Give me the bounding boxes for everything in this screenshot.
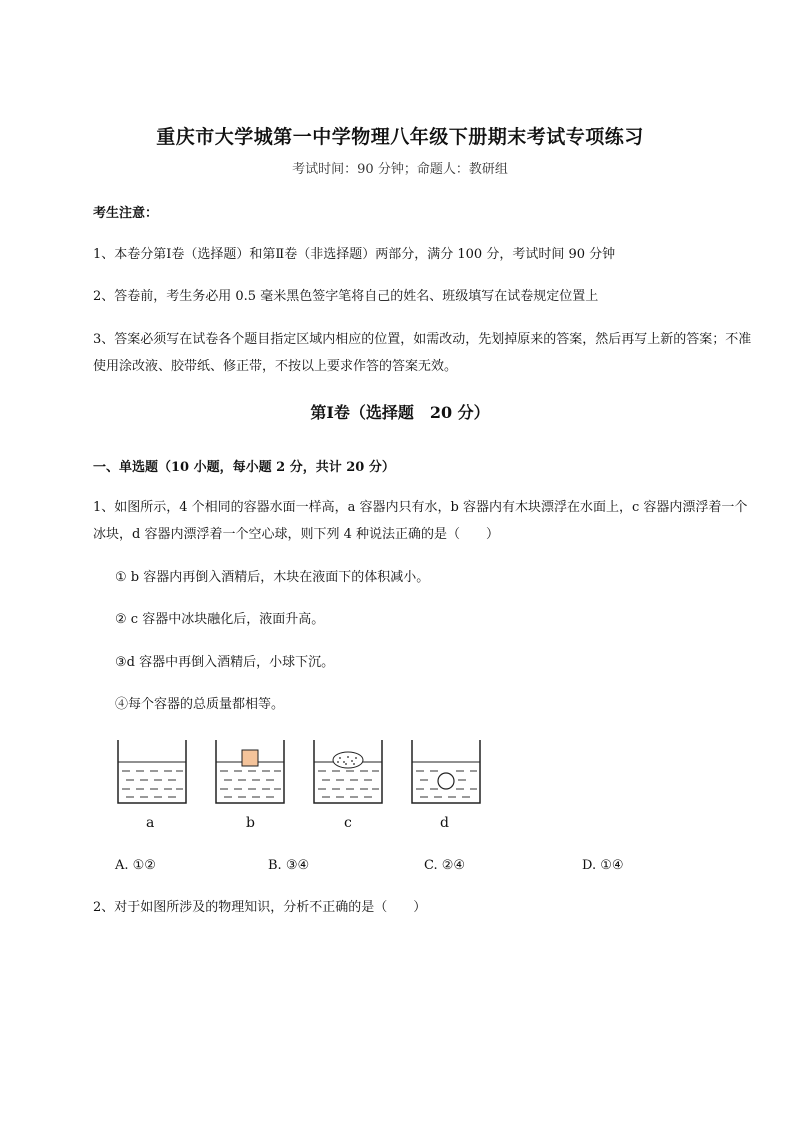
exam-subtitle: 考试时间：90 分钟；命题人：教研组 [292,162,508,177]
figure-label-c: c [344,815,352,831]
note-item: 2、答卷前，考生务必用 0.5 毫米黑色签字笔将自己的姓名、班级填写在试卷规定位置上 [93,289,599,304]
wood-block-icon [242,750,258,766]
part-heading: 一、单选题（10 小题，每小题 2 分，共计 20 分） [93,460,395,475]
ice-block-icon [333,752,363,768]
exam-title: 重庆市大学城第一中学物理八年级下册期末考试专项练习 [156,126,644,148]
section-title: 第Ⅰ卷（选择题 20 分） [310,403,490,422]
question-2-stem: 2、对于如图所涉及的物理知识，分析不正确的是（ ） [93,900,427,915]
hollow-ball-icon [438,773,454,789]
question-1-statement: ① b 容器内再倒入酒精后，木块在液面下的体积减小。 [115,570,430,585]
question-1-statement: ④每个容器的总质量都相等。 [115,697,285,712]
figure-label-a: a [146,815,155,831]
figure-label-b: b [246,815,255,831]
option-a[interactable]: A. ①② [115,858,156,873]
question-1-statement: ③d 容器中再倒入酒精后，小球下沉。 [115,655,335,670]
question-1-statement: ② c 容器中冰块融化后，液面升高。 [115,612,325,627]
option-b[interactable]: B. ③④ [268,858,310,873]
question-1-stem: 1、如图所示，4 个相同的容器水面一样高，a 容器内只有水，b 容器内有木块漂浮在水面上，c 容器内漂浮着一个冰块，d 容器内漂浮着一个空心球，则下列 4 种说法正确的是（ ） [93,500,748,542]
option-c[interactable]: C. ②④ [424,858,466,873]
note-item: 1、本卷分第Ⅰ卷（选择题）和第Ⅱ卷（非选择题）两部分，满分 100 分，考试时间 90 分钟 [93,247,616,262]
notes-heading: 考生注意： [93,206,159,221]
option-d[interactable]: D. ①④ [582,858,624,873]
containers-figure [110,735,500,835]
container-d [412,740,480,803]
figure-label-d: d [440,815,449,831]
container-b [216,740,284,803]
container-a [118,740,186,803]
note-item: 3、答案必须写在试卷各个题目指定区域内相应的位置，如需改动，先划掉原来的答案，然后再写上新的答案；不准使用涂改液、胶带纸、修正带，不按以上要求作答的答案无效。 [93,332,752,374]
container-c [314,740,382,803]
